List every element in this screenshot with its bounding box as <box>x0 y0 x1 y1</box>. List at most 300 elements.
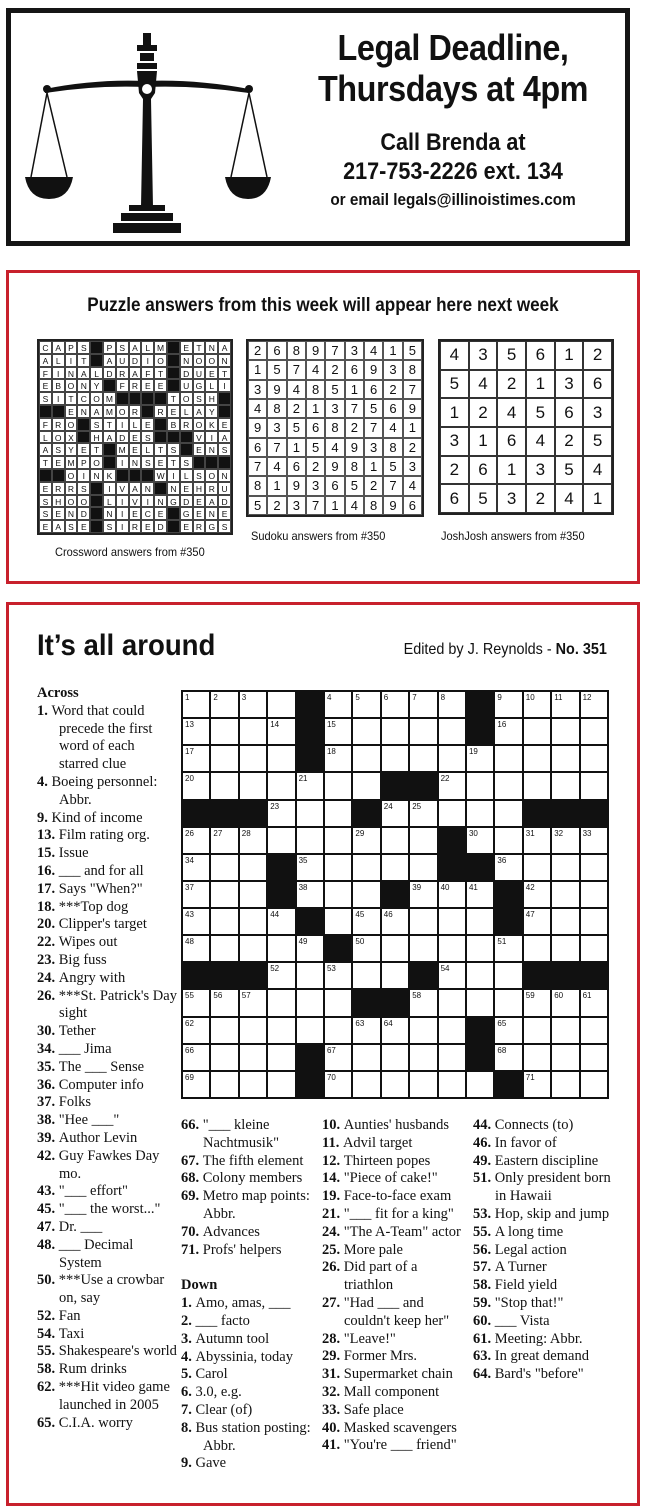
grid-cell[interactable] <box>267 718 295 745</box>
grid-cell[interactable] <box>324 1044 352 1071</box>
grid-cell[interactable] <box>182 772 210 799</box>
joshjosh-cell: 5 <box>583 427 612 456</box>
sudoku-cell: 3 <box>325 399 344 418</box>
grid-cell[interactable] <box>409 989 437 1016</box>
joshjosh-cell: 2 <box>555 427 584 456</box>
clue-text: Shakespeare's world <box>58 1343 177 1360</box>
crossword-editor <box>404 641 607 659</box>
answer-letter-cell: Y <box>65 443 78 456</box>
grid-cell[interactable] <box>409 1017 437 1044</box>
grid-cell[interactable] <box>494 854 522 881</box>
crossword-grid[interactable] <box>181 690 609 1099</box>
grid-cell[interactable] <box>182 827 210 854</box>
grid-cell[interactable] <box>267 772 295 799</box>
answer-letter-cell: P <box>103 341 116 354</box>
grid-cell[interactable] <box>381 691 409 718</box>
answer-letter-cell: I <box>77 469 90 482</box>
grid-cell[interactable] <box>580 745 608 772</box>
grid-cell[interactable] <box>466 745 494 772</box>
grid-cell[interactable] <box>239 908 267 935</box>
grid-cell[interactable] <box>239 935 267 962</box>
grid-cell[interactable] <box>580 827 608 854</box>
grid-cell-number: 45 <box>355 910 365 920</box>
answer-letter-cell: M <box>116 443 129 456</box>
grid-cell[interactable] <box>523 1017 551 1044</box>
answer-black-square <box>129 392 142 405</box>
answer-letter-cell: O <box>65 469 78 482</box>
grid-cell[interactable] <box>494 962 522 989</box>
grid-cell[interactable] <box>409 1044 437 1071</box>
clue-text: In great demand <box>494 1348 589 1365</box>
grid-cell[interactable] <box>381 854 409 881</box>
legal-notice-box <box>6 8 630 246</box>
clue-item <box>37 774 177 810</box>
grid-cell[interactable] <box>580 854 608 881</box>
grid-cell[interactable] <box>239 854 267 881</box>
grid-cell[interactable] <box>267 827 295 854</box>
sudoku-cell: 9 <box>403 399 422 418</box>
grid-cell-number: 42 <box>525 882 535 892</box>
grid-cell[interactable] <box>494 691 522 718</box>
grid-cell[interactable] <box>267 1017 295 1044</box>
answer-letter-cell: A <box>103 431 116 444</box>
grid-cell[interactable] <box>182 881 210 908</box>
grid-cell[interactable] <box>352 718 380 745</box>
grid-cell[interactable] <box>523 935 551 962</box>
grid-cell[interactable] <box>352 691 380 718</box>
clue-item <box>37 1059 177 1077</box>
answer-black-square <box>180 431 193 444</box>
grid-cell[interactable] <box>466 800 494 827</box>
grid-cell[interactable] <box>580 1017 608 1044</box>
grid-cell[interactable] <box>523 908 551 935</box>
grid-cell[interactable] <box>580 935 608 962</box>
clue-number: 43. <box>37 1183 59 1200</box>
clue-number: 53. <box>473 1205 495 1222</box>
clue-number: 8. <box>181 1419 196 1436</box>
grid-cell[interactable] <box>466 989 494 1016</box>
grid-cell[interactable] <box>580 772 608 799</box>
grid-cell[interactable] <box>523 1044 551 1071</box>
clue-item <box>37 1326 177 1344</box>
grid-cell[interactable] <box>381 962 409 989</box>
answer-black-square <box>180 443 193 456</box>
grid-cell[interactable] <box>352 772 380 799</box>
grid-cell[interactable] <box>352 1017 380 1044</box>
answer-letter-cell: I <box>205 431 218 444</box>
grid-cell[interactable] <box>551 1071 579 1098</box>
grid-cell[interactable] <box>466 908 494 935</box>
clue-item <box>37 1094 177 1112</box>
clue-text: Fan <box>58 1307 81 1324</box>
answer-letter-cell: I <box>116 520 129 533</box>
grid-cell[interactable] <box>267 989 295 1016</box>
grid-cell[interactable] <box>182 989 210 1016</box>
grid-cell[interactable] <box>296 881 324 908</box>
grid-black-square <box>381 881 409 908</box>
grid-cell[interactable] <box>210 908 238 935</box>
grid-cell[interactable] <box>438 935 466 962</box>
grid-cell[interactable] <box>466 772 494 799</box>
clue-item <box>37 1112 177 1130</box>
grid-cell[interactable] <box>438 1017 466 1044</box>
grid-cell[interactable] <box>324 827 352 854</box>
grid-cell[interactable] <box>210 935 238 962</box>
grid-cell[interactable] <box>409 718 437 745</box>
grid-black-square <box>210 800 238 827</box>
clue-number: 17. <box>37 880 59 897</box>
answer-letter-cell: E <box>154 456 167 469</box>
grid-cell[interactable] <box>182 718 210 745</box>
sudoku-cell: 1 <box>267 476 286 495</box>
grid-cell[interactable] <box>551 854 579 881</box>
grid-cell[interactable] <box>210 989 238 1016</box>
grid-cell[interactable] <box>409 691 437 718</box>
grid-cell[interactable] <box>438 691 466 718</box>
clue-item <box>181 1402 321 1420</box>
clue-number: 3. <box>181 1330 196 1347</box>
grid-cell[interactable] <box>494 718 522 745</box>
grid-cell[interactable] <box>296 854 324 881</box>
grid-cell[interactable] <box>296 800 324 827</box>
grid-cell[interactable] <box>381 1071 409 1098</box>
grid-cell[interactable] <box>352 908 380 935</box>
clue-item <box>37 988 177 1024</box>
clue-item <box>37 1379 177 1415</box>
grid-cell[interactable] <box>239 881 267 908</box>
grid-cell[interactable] <box>210 854 238 881</box>
grid-cell[interactable] <box>210 1044 238 1071</box>
answer-letter-cell: I <box>116 418 129 431</box>
sudoku-cell: 5 <box>248 496 267 515</box>
grid-cell-number: 56 <box>213 991 223 1001</box>
joshjosh-cell: 3 <box>583 398 612 427</box>
clue-number: 2. <box>181 1312 196 1329</box>
grid-cell[interactable] <box>239 1017 267 1044</box>
grid-cell[interactable] <box>438 772 466 799</box>
grid-cell[interactable] <box>551 989 579 1016</box>
clue-text: Field yield <box>494 1277 558 1294</box>
grid-cell[interactable] <box>182 1017 210 1044</box>
grid-cell[interactable] <box>494 745 522 772</box>
grid-cell[interactable] <box>267 908 295 935</box>
clue-item <box>473 1224 613 1242</box>
grid-cell[interactable] <box>523 989 551 1016</box>
answer-letter-cell: A <box>218 341 231 354</box>
grid-cell[interactable] <box>324 1017 352 1044</box>
grid-cell[interactable] <box>409 881 437 908</box>
grid-cell[interactable] <box>267 800 295 827</box>
clue-number: 20. <box>37 916 59 933</box>
grid-cell[interactable] <box>267 745 295 772</box>
grid-cell[interactable] <box>494 827 522 854</box>
grid-cell[interactable] <box>239 1044 267 1071</box>
grid-cell[interactable] <box>551 691 579 718</box>
grid-cell[interactable] <box>182 691 210 718</box>
grid-cell[interactable] <box>239 827 267 854</box>
grid-cell[interactable] <box>182 935 210 962</box>
grid-cell[interactable] <box>523 827 551 854</box>
grid-cell[interactable] <box>438 881 466 908</box>
grid-cell[interactable] <box>352 1071 380 1098</box>
answer-letter-cell: A <box>193 405 206 418</box>
clue-item <box>473 1295 613 1313</box>
grid-cell[interactable] <box>438 800 466 827</box>
grid-cell[interactable] <box>324 1071 352 1098</box>
grid-cell[interactable] <box>580 691 608 718</box>
grid-cell[interactable] <box>551 1044 579 1071</box>
grid-cell[interactable] <box>182 908 210 935</box>
clue-number: 5. <box>181 1366 196 1383</box>
grid-cell[interactable] <box>182 1071 210 1098</box>
grid-cell[interactable] <box>409 827 437 854</box>
grid-cell[interactable] <box>494 935 522 962</box>
grid-cell[interactable] <box>580 1071 608 1098</box>
clue-number: 4. <box>181 1348 196 1365</box>
answer-letter-cell: B <box>167 418 180 431</box>
answer-letter-cell: I <box>52 392 65 405</box>
grid-cell[interactable] <box>324 745 352 772</box>
grid-cell[interactable] <box>296 827 324 854</box>
clue-text: Eastern discipline <box>494 1152 599 1169</box>
grid-cell[interactable] <box>324 908 352 935</box>
grid-cell-number: 11 <box>554 693 563 702</box>
clue-text: Mall component <box>343 1383 440 1400</box>
grid-cell[interactable] <box>267 935 295 962</box>
grid-cell[interactable] <box>210 827 238 854</box>
clue-number: 49. <box>473 1152 495 1169</box>
answer-black-square <box>90 507 103 520</box>
grid-cell[interactable] <box>551 908 579 935</box>
grid-cell[interactable] <box>352 854 380 881</box>
grid-cell[interactable] <box>210 881 238 908</box>
grid-cell[interactable] <box>296 989 324 1016</box>
grid-cell[interactable] <box>381 935 409 962</box>
grid-cell[interactable] <box>409 854 437 881</box>
grid-cell[interactable] <box>381 718 409 745</box>
answer-letter-cell: G <box>167 495 180 508</box>
answer-black-square <box>77 431 90 444</box>
grid-cell[interactable] <box>466 962 494 989</box>
grid-black-square <box>438 854 466 881</box>
grid-cell[interactable] <box>381 800 409 827</box>
grid-cell[interactable] <box>182 1044 210 1071</box>
grid-cell[interactable] <box>381 1017 409 1044</box>
sudoku-cell: 8 <box>267 399 286 418</box>
answer-letter-cell: T <box>90 443 103 456</box>
grid-cell[interactable] <box>494 1017 522 1044</box>
joshjosh-cell: 1 <box>440 398 469 427</box>
grid-cell[interactable] <box>239 772 267 799</box>
answer-black-square <box>90 341 103 354</box>
grid-cell[interactable] <box>352 962 380 989</box>
answer-letter-cell: T <box>167 392 180 405</box>
grid-cell[interactable] <box>267 691 295 718</box>
grid-cell[interactable] <box>551 718 579 745</box>
grid-cell[interactable] <box>523 745 551 772</box>
grid-cell[interactable] <box>409 745 437 772</box>
clue-text: "Leave!" <box>343 1330 396 1347</box>
answer-letter-cell: T <box>167 456 180 469</box>
sudoku-cell: 9 <box>287 476 306 495</box>
answer-black-square <box>116 392 129 405</box>
grid-cell[interactable] <box>580 1044 608 1071</box>
grid-cell[interactable] <box>494 989 522 1016</box>
sudoku-cell: 8 <box>345 457 364 476</box>
grid-cell[interactable] <box>296 962 324 989</box>
grid-cell[interactable] <box>409 800 437 827</box>
grid-cell[interactable] <box>267 1044 295 1071</box>
grid-cell[interactable] <box>438 745 466 772</box>
grid-cell[interactable] <box>523 854 551 881</box>
clue-item <box>473 1348 613 1366</box>
clue-item <box>37 863 177 881</box>
grid-cell[interactable] <box>438 989 466 1016</box>
grid-cell[interactable] <box>352 935 380 962</box>
clue-number: 4. <box>37 773 52 790</box>
clue-number: 38. <box>37 1112 59 1129</box>
grid-cell[interactable] <box>494 772 522 799</box>
grid-cell[interactable] <box>239 1071 267 1098</box>
grid-cell[interactable] <box>523 691 551 718</box>
grid-cell[interactable] <box>466 935 494 962</box>
clue-item <box>322 1117 470 1135</box>
grid-cell[interactable] <box>296 772 324 799</box>
grid-cell[interactable] <box>551 935 579 962</box>
sudoku-cell: 1 <box>345 380 364 399</box>
clues-column-2 <box>181 1117 321 1473</box>
answer-letter-cell: O <box>90 456 103 469</box>
puzzle-answers-box <box>6 270 640 584</box>
grid-black-square <box>409 962 437 989</box>
grid-cell[interactable] <box>267 962 295 989</box>
grid-black-square <box>296 718 324 745</box>
grid-cell[interactable] <box>409 935 437 962</box>
sudoku-cell: 6 <box>287 457 306 476</box>
answer-letter-cell: S <box>77 482 90 495</box>
grid-cell[interactable] <box>523 881 551 908</box>
grid-cell[interactable] <box>438 1044 466 1071</box>
grid-cell[interactable] <box>580 881 608 908</box>
grid-cell[interactable] <box>523 772 551 799</box>
grid-cell[interactable] <box>494 1044 522 1071</box>
answer-letter-cell: E <box>39 379 52 392</box>
grid-cell[interactable] <box>551 881 579 908</box>
grid-cell[interactable] <box>381 1044 409 1071</box>
grid-cell[interactable] <box>239 989 267 1016</box>
grid-cell[interactable] <box>210 745 238 772</box>
grid-cell[interactable] <box>324 962 352 989</box>
grid-cell[interactable] <box>409 908 437 935</box>
grid-cell[interactable] <box>494 800 522 827</box>
grid-cell-number: 53 <box>326 964 336 974</box>
grid-cell[interactable] <box>438 1071 466 1098</box>
answer-letter-cell: R <box>116 367 129 380</box>
grid-cell[interactable] <box>580 908 608 935</box>
grid-cell-number: 9 <box>497 693 502 702</box>
clue-text: Word that could precede the first word of each starred clue <box>51 702 153 773</box>
grid-cell[interactable] <box>551 772 579 799</box>
grid-cell[interactable] <box>580 989 608 1016</box>
answer-letter-cell: N <box>141 482 154 495</box>
grid-cell[interactable] <box>210 1017 238 1044</box>
clue-number: 36. <box>37 1076 59 1093</box>
grid-cell[interactable] <box>438 962 466 989</box>
grid-cell[interactable] <box>352 745 380 772</box>
grid-cell[interactable] <box>381 827 409 854</box>
grid-cell[interactable] <box>381 745 409 772</box>
grid-cell[interactable] <box>352 827 380 854</box>
grid-cell[interactable] <box>352 881 380 908</box>
answer-letter-cell: F <box>39 367 52 380</box>
grid-cell[interactable] <box>551 1017 579 1044</box>
grid-cell[interactable] <box>324 800 352 827</box>
grid-cell[interactable] <box>324 989 352 1016</box>
grid-cell[interactable] <box>324 854 352 881</box>
grid-cell[interactable] <box>239 718 267 745</box>
clue-item <box>37 1237 177 1273</box>
grid-cell[interactable] <box>466 827 494 854</box>
answer-letter-cell: N <box>103 507 116 520</box>
sudoku-cell: 4 <box>287 380 306 399</box>
grid-cell-number: 48 <box>185 937 194 947</box>
clue-number: 23. <box>37 951 59 968</box>
grid-cell[interactable] <box>551 827 579 854</box>
grid-cell[interactable] <box>267 1071 295 1098</box>
grid-cell[interactable] <box>239 745 267 772</box>
grid-cell[interactable] <box>438 718 466 745</box>
grid-cell[interactable] <box>523 718 551 745</box>
clue-item <box>37 1361 177 1379</box>
joshjosh-cell: 4 <box>526 427 555 456</box>
grid-cell[interactable] <box>580 718 608 745</box>
grid-cell[interactable] <box>239 691 267 718</box>
grid-cell[interactable] <box>352 1044 380 1071</box>
grid-cell[interactable] <box>210 1071 238 1098</box>
grid-cell[interactable] <box>210 691 238 718</box>
sudoku-cell: 7 <box>248 457 267 476</box>
grid-cell[interactable] <box>296 1017 324 1044</box>
grid-cell[interactable] <box>210 718 238 745</box>
grid-cell[interactable] <box>466 1071 494 1098</box>
grid-cell[interactable] <box>324 881 352 908</box>
answer-letter-cell: A <box>205 495 218 508</box>
grid-cell[interactable] <box>182 745 210 772</box>
grid-cell[interactable] <box>438 908 466 935</box>
answer-letter-cell: D <box>218 495 231 508</box>
clue-number: 54. <box>37 1325 59 1342</box>
answer-letter-cell: O <box>205 469 218 482</box>
grid-cell-number: 60 <box>554 991 564 1001</box>
grid-cell[interactable] <box>182 854 210 881</box>
sudoku-cell: 2 <box>248 341 267 360</box>
grid-cell[interactable] <box>324 691 352 718</box>
answer-black-square <box>193 456 206 469</box>
clue-item <box>37 1272 177 1308</box>
answer-letter-cell: V <box>129 495 142 508</box>
grid-cell[interactable] <box>324 772 352 799</box>
grid-cell[interactable] <box>523 1071 551 1098</box>
clue-number: 26. <box>37 987 59 1004</box>
grid-cell[interactable] <box>409 1071 437 1098</box>
grid-cell[interactable] <box>210 772 238 799</box>
grid-cell[interactable] <box>551 745 579 772</box>
grid-cell[interactable] <box>381 908 409 935</box>
grid-cell[interactable] <box>296 935 324 962</box>
grid-cell[interactable] <box>324 718 352 745</box>
grid-cell[interactable] <box>466 881 494 908</box>
answer-letter-cell: S <box>167 443 180 456</box>
